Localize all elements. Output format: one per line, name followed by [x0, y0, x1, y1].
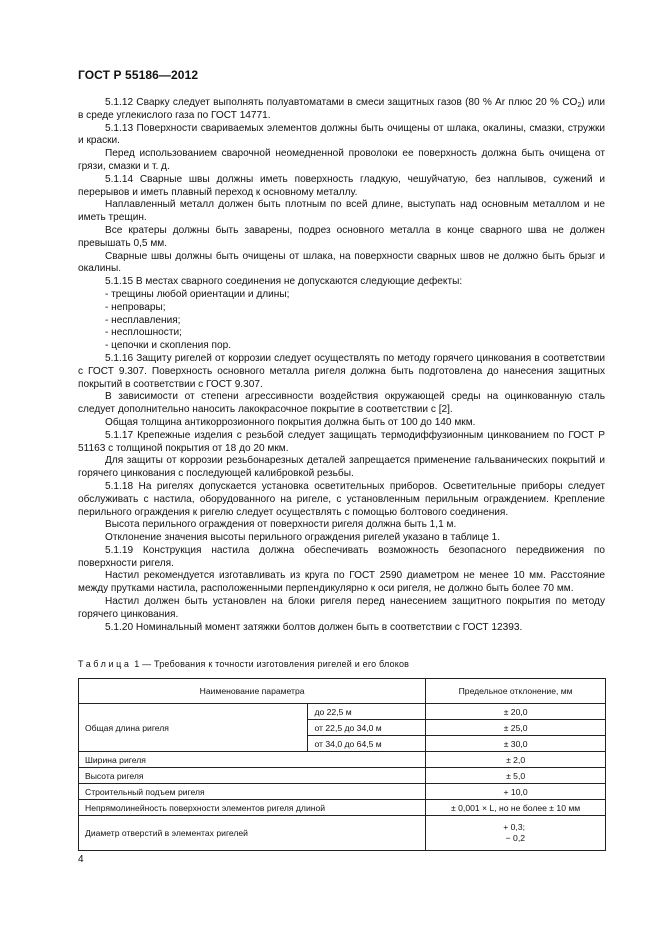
cell-length-range: от 22,5 до 34,0 м — [308, 720, 426, 736]
requirements-table — [78, 678, 606, 851]
paragraph: Все кратеры должны быть заварены, подрез основного металла в конце сварного шва не должен превышать 0,5 мм. — [78, 224, 605, 249]
table-row — [79, 752, 606, 768]
cell-parameter: Ширина ригеля — [79, 752, 426, 768]
list-item: - цепочки и скопления пор. — [105, 340, 232, 352]
cell-length-range: от 34,0 до 64,5 м — [308, 736, 426, 752]
list-item: - непровары; — [105, 301, 166, 313]
body-text — [78, 97, 605, 634]
paragraph: Высота перильного ограждения от поверхности ригеля должна быть 1,1 м. — [105, 519, 457, 531]
table-caption: Таблица 1 — Требования к точности изготовления ригелей и его блоков — [78, 659, 410, 669]
cell-deviation: ± 5,0 — [426, 768, 606, 784]
paragraph: 5.1.13 Поверхности свариваемых элементов должны быть очищены от шлака, окалины, смазки, стружки и краски. — [78, 122, 605, 147]
paragraph: 5.1.14 Сварные швы должны иметь поверхность гладкую, чешуйчатую, без наплывов, сужений и перерывов и иметь плавный переход к основному металлу. — [78, 173, 605, 198]
table-row — [79, 768, 606, 784]
cell-deviation: ± 25,0 — [426, 720, 606, 736]
page-number: 4 — [78, 854, 84, 865]
paragraph: Отклонение значения высоты перильного ограждения ригелей указано в таблице 1. — [105, 532, 501, 544]
paragraph: Сварные швы должны быть очищены от шлака, на поверхности сварных швов не должно быть брызг и окалины. — [78, 250, 605, 275]
cell-parameter: Диаметр отверстий в элементах ригелей — [79, 816, 426, 851]
table-row — [79, 800, 606, 816]
table-row — [79, 816, 606, 851]
column-header-deviation: Предельное отклонение, мм — [426, 679, 606, 704]
paragraph: 5.1.16 Защиту ригелей от коррозии следует осуществлять по методу горячего цинкования в соответствии с ГОСТ 9.307. Поверхность основного металла ригеля должна быть подготовлена до нанесения защитных покрытий в соответствии с ГОСТ 9.307. — [78, 352, 605, 390]
list-item: - несплошности; — [105, 327, 182, 339]
paragraph: 5.1.18 На ригелях допускается установка осветительных приборов. Осветительные приборы следует обслуживать с настила, оборудованного на ригеле, с установленным перильным ограждением. Крепление перильного ограждения к ригелю следует осуществлять с помощью болтового соединения. — [78, 480, 605, 518]
cell-parameter: Строительный подъем ригеля — [79, 784, 426, 800]
list-item: - трещины любой ориентации и длины; — [105, 288, 290, 300]
paragraph: 5.1.19 Конструкция настила должна обеспечивать возможность безопасного передвижения по поверхности ригеля. — [78, 544, 605, 569]
table-row — [79, 784, 606, 800]
cell-total-length: Общая длина ригеля — [79, 704, 308, 752]
paragraph: Настил должен быть установлен на блоки ригеля перед нанесением защитного покрытия по методу горячего цинкования. — [78, 596, 605, 620]
paragraph: 5.1.12 Сварку следует выполнять полуавтоматами в смеси защитных газов (80 % Ar плюс 20 % $CO_2$) или в среде углекислого газа по ГОСТ 14771. — [78, 97, 605, 121]
table-header-row — [79, 679, 606, 704]
cell-parameter: Непрямолинейность поверхности элементов ригеля длиной — [79, 800, 426, 816]
cell-deviation: ± 20,0 — [426, 704, 606, 720]
cell-deviation: ± 30,0 — [426, 736, 606, 752]
paragraph: В зависимости от степени агрессивности воздействия окружающей среды на оцинкованную сталь следует дополнительно наносить лакокрасочное покрытие в соответствии с [2]. — [78, 391, 605, 416]
paragraph: Наплавленный металл должен быть плотным по всей длине, выступать над основным металлом и не иметь трещин. — [78, 199, 605, 224]
paragraph: Общая толщина антикоррозионного покрытия должна быть от 100 до 140 мкм. — [105, 416, 476, 428]
paragraph: 5.1.17 Крепежные изделия с резьбой следует защищать термодиффузионным цинкованием по ГОСТ Р 51163 с толщиной покрытия от 18 до 20 мкм. — [78, 429, 605, 454]
column-header-parameter: Наименование параметра — [79, 679, 426, 704]
paragraph: Настил рекомендуется изготавливать из круга по ГОСТ 2590 диаметром не менее 10 мм. Расстояние между прутками настила, расположенными перпендикулярно к оси ригеля, не должно быть более 70 мм. — [78, 570, 605, 595]
cell-deviation: ± 0,001 × L, но не более ± 10 мм — [426, 800, 606, 816]
list-item: - несплавления; — [105, 314, 181, 326]
cell-deviation: + 0,3; − 0,2 — [426, 816, 606, 851]
cell-length-range: до 22,5 м — [308, 704, 426, 720]
document-header: ГОСТ Р 55186—2012 — [78, 68, 199, 82]
table-row — [79, 704, 606, 720]
cell-deviation: ± 2,0 — [426, 752, 606, 768]
paragraph: Для защиты от коррозии резьбонарезных деталей запрещается применение гальванических покрытий и горячего цинкования с последующей калибровкой резьбы. — [78, 455, 605, 480]
paragraph: 5.1.20 Номинальный момент затяжки болтов должен быть в соответствии с ГОСТ 12393. — [105, 621, 523, 633]
cell-parameter: Высота ригеля — [79, 768, 426, 784]
cell-deviation: + 10,0 — [426, 784, 606, 800]
paragraph: Перед использованием сварочной неомедненной проволоки ее поверхность должна быть очищена от грязи, смазки и т. д. — [78, 148, 605, 172]
paragraph: 5.1.15 В местах сварного соединения не допускаются следующие дефекты: — [105, 276, 463, 288]
